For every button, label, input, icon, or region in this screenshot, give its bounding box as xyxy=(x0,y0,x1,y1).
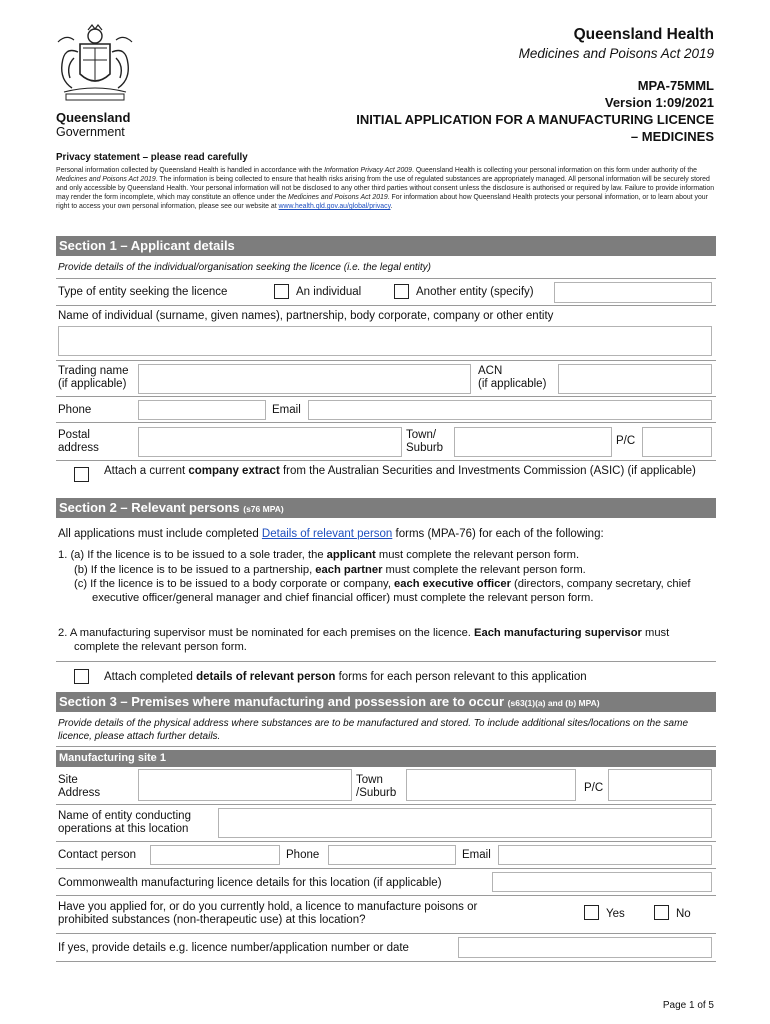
site-address-label xyxy=(58,774,100,800)
item-1c-text: (c) If the licence is to be issued to a body corporate or company, xyxy=(74,578,395,590)
gov-line-2: Government xyxy=(56,125,125,139)
site-entity-input[interactable] xyxy=(218,808,712,838)
government-wordmark xyxy=(56,111,130,139)
site-contact-row xyxy=(56,842,716,869)
phone-input[interactable] xyxy=(138,400,266,420)
item-1a-bold: applicant xyxy=(326,549,376,561)
form-code: MPA-75MML xyxy=(637,78,714,93)
acn-input[interactable] xyxy=(558,364,712,394)
item-1a xyxy=(58,548,708,562)
section-2-title: Section 2 – Relevant persons xyxy=(59,500,240,515)
phone-email-row xyxy=(56,397,716,423)
site-entity-label-2: operations at this location xyxy=(58,823,189,835)
form-title-line-1: INITIAL APPLICATION FOR A MANUFACTURING LICENCE xyxy=(356,112,714,127)
asic-extract-bold: company extract xyxy=(188,465,280,477)
item-1c xyxy=(74,577,722,605)
privacy-part: . For information about how Queensland Health protects your personal information, or to learn about your right to access your own personal information, please see our website at xyxy=(56,194,708,211)
privacy-act-ref: Information Privacy Act 2009 xyxy=(324,167,412,174)
entity-name-label: Name of individual (surname, given names), partnership, body corporate, company or other entity xyxy=(58,310,554,322)
no-checkbox[interactable] xyxy=(654,905,669,920)
privacy-act-ref: Medicines and Poisons Act 2019 xyxy=(56,176,156,184)
site-entity-label-1: Name of entity conducting xyxy=(58,810,191,822)
site-address-input[interactable] xyxy=(138,769,352,801)
entity-name-input[interactable] xyxy=(58,326,712,356)
yes-checkbox[interactable] xyxy=(584,905,599,920)
relevant-person-text: forms for each person relevant to this application xyxy=(335,671,587,683)
licence-details-input[interactable] xyxy=(458,937,712,958)
individual-checkbox[interactable] xyxy=(274,284,289,299)
privacy-part: . The information is being collected to ensure that health risks arising from the use of regulated substances are appropriately managed. All personal information will be securely stored and only accessible by Queensland Health. Your personal information will not be disclosed to any other third parties without consent unless the disclosure is authorised or required by law. Failure to provide information may render the form incomplete, which may constitute an offence under the xyxy=(56,176,715,202)
other-entity-checkbox[interactable] xyxy=(394,284,409,299)
postal-pc-label: P/C xyxy=(616,435,636,447)
postal-town-input[interactable] xyxy=(454,427,612,457)
item-2-bold: Each manufacturing supervisor xyxy=(474,627,642,639)
section-3-intro-row xyxy=(56,712,716,747)
email-label: Email xyxy=(272,404,301,416)
item-1b-text: must complete the relevant person form. xyxy=(382,564,586,576)
section-1-title: Section 1 – Applicant details xyxy=(59,238,235,253)
form-title-line-2: – MEDICINES xyxy=(630,129,714,144)
commonwealth-licence-input[interactable] xyxy=(492,872,712,892)
section-3-ref: (s63(1)(a) and (b) MPA) xyxy=(507,698,600,708)
section-1-header xyxy=(56,236,716,256)
privacy-part: Personal information collected by Queensland Health is handled in accordance with the xyxy=(56,167,325,174)
other-entity-label: Another entity (specify) xyxy=(416,286,534,298)
site-email-input[interactable] xyxy=(498,845,712,865)
privacy-part: . xyxy=(390,203,393,211)
asic-extract-text: from the Australian Securities and Investments Commission (ASIC) (if applicable) xyxy=(279,465,696,477)
relevant-attach-row xyxy=(56,661,716,691)
item-2-text: must complete the relevant person form. xyxy=(74,627,670,653)
postal-town-label xyxy=(406,429,443,455)
form-title xyxy=(194,111,714,145)
postal-town-label-1: Town/ xyxy=(406,429,437,441)
email-input[interactable] xyxy=(308,400,712,420)
acn-label-1: ACN xyxy=(478,365,503,377)
licence-details-label: If yes, provide details e.g. licence number/application number or date xyxy=(58,942,409,954)
item-1b xyxy=(74,563,704,577)
licence-details-row xyxy=(56,934,716,962)
relevant-person-checkbox[interactable] xyxy=(74,669,89,684)
site-town-input[interactable] xyxy=(406,769,576,801)
postal-label-2: address xyxy=(58,442,99,454)
site-address-row xyxy=(56,767,716,805)
privacy-act-ref: Medicines and Poisons Act 2019 xyxy=(287,194,388,202)
item-2 xyxy=(58,626,714,654)
site-town-label-1: Town xyxy=(356,774,383,786)
site-address-label-1: Site xyxy=(58,774,78,786)
relevant-person-bold: details of relevant person xyxy=(196,671,336,683)
asic-extract-label xyxy=(104,465,709,478)
section-2-intro xyxy=(58,528,604,541)
item-1b-text: (b) If the licence is to be issued to a partnership, xyxy=(74,564,316,576)
entity-type-label: Type of entity seeking the licence xyxy=(58,286,228,298)
section-1-intro: Provide details of the individual/organisation seeking the licence (i.e. the legal entity) xyxy=(58,262,431,273)
section-2-ref: (s76 MPA) xyxy=(243,504,284,514)
page-number: Page 1 of 5 xyxy=(662,1000,714,1011)
entity-name-row xyxy=(56,306,716,361)
site-town-label-2: /Suburb xyxy=(356,787,397,799)
postal-label xyxy=(58,429,99,455)
item-1a-text: 1. (a) If the licence is to be issued to a sole trader, the xyxy=(58,549,327,561)
asic-attach-row xyxy=(56,461,716,497)
section-3-header xyxy=(56,692,716,712)
yes-label: Yes xyxy=(606,908,625,920)
asic-extract-checkbox[interactable] xyxy=(74,467,89,482)
site-phone-label: Phone xyxy=(286,849,320,861)
trading-name-label-2: (if applicable) xyxy=(58,378,127,390)
item-2-text: 2. A manufacturing supervisor must be nominated for each premises on the licence. xyxy=(58,627,475,639)
section-2-header xyxy=(56,498,716,518)
trading-name-label-1: Trading name xyxy=(58,365,129,377)
relevant-person-label xyxy=(104,671,587,684)
item-1c-text: (directors, company secretary, chief executive officer/general manager and chief financial officer) must complete the relevant person form. xyxy=(92,578,691,604)
asic-extract-text: Attach a current xyxy=(104,465,189,477)
postal-town-label-2: Suburb xyxy=(406,442,444,454)
queensland-coat-of-arms-logo xyxy=(52,22,138,110)
acn-label xyxy=(478,365,546,391)
form-version: Version 1:09/2021 xyxy=(604,95,714,110)
relevant-person-link[interactable]: Details of relevant person xyxy=(261,528,393,540)
site-phone-input[interactable] xyxy=(328,845,456,865)
privacy-heading: Privacy statement – please read carefully xyxy=(56,152,248,163)
other-entity-input[interactable] xyxy=(554,282,712,303)
licence-question-line-2: prohibited substances (non-therapeutic use) at this location? xyxy=(58,914,366,926)
privacy-text xyxy=(56,166,716,211)
no-label: No xyxy=(676,908,691,920)
item-1a-text: must complete the relevant person form. xyxy=(375,549,580,561)
contact-person-input[interactable] xyxy=(150,845,280,865)
site-address-label-2: Address xyxy=(58,787,101,799)
site-town-label xyxy=(356,774,396,800)
section-3-intro: Provide details of the physical address where substances are to be manufactured and stored. To include additional sites/locations on the same licence, please attach further details. xyxy=(58,718,689,742)
item-1c-bold: each executive officer xyxy=(394,578,511,590)
phone-label: Phone xyxy=(58,404,92,416)
site-entity-label xyxy=(58,810,191,836)
privacy-link[interactable]: www.health.qld.gov.au/global/privacy xyxy=(278,203,391,211)
section-3-title: Section 3 – Premises where manufacturing and possession are to occur xyxy=(59,694,505,709)
site-entity-row xyxy=(56,805,716,842)
site-pc-input[interactable] xyxy=(608,769,712,801)
section-2-intro-text: forms (MPA-76) for each of the following: xyxy=(392,528,604,540)
section-1-intro-row xyxy=(56,256,716,279)
licence-question-line-1: Have you applied for, or do you currently hold, a licence to manufacture poisons or xyxy=(58,901,478,913)
contact-person-label: Contact person xyxy=(58,849,136,861)
commonwealth-licence-label: Commonwealth manufacturing licence details for this location (if applicable) xyxy=(58,877,442,889)
acn-label-2: (if applicable) xyxy=(478,378,547,390)
licence-question-label xyxy=(58,901,477,927)
site-pc-label: P/C xyxy=(584,782,604,794)
licence-question-row xyxy=(56,896,716,934)
commonwealth-licence-row xyxy=(56,869,716,896)
trading-name-label xyxy=(58,365,129,391)
entity-type-row xyxy=(56,279,716,306)
section-2-intro-text: All applications must include completed xyxy=(58,528,262,540)
trading-name-input[interactable] xyxy=(138,364,471,394)
relevant-person-text: Attach completed xyxy=(104,671,197,683)
gov-line-1: Queensland xyxy=(56,110,131,125)
manufacturing-site-title: Manufacturing site 1 xyxy=(59,752,166,764)
postal-pc-input[interactable] xyxy=(642,427,712,457)
item-1b-bold: each partner xyxy=(315,564,383,576)
postal-row xyxy=(56,423,716,461)
individual-label: An individual xyxy=(296,286,362,298)
site-email-label: Email xyxy=(462,849,491,861)
act-name: Medicines and Poisons Act 2019 xyxy=(518,46,714,61)
privacy-part: . Queensland Health is collecting your personal information on this form under authority of the xyxy=(411,167,697,174)
postal-label-1: Postal xyxy=(58,429,90,441)
postal-address-input[interactable] xyxy=(138,427,402,457)
org-name: Queensland Health xyxy=(573,26,714,43)
trading-name-row xyxy=(56,361,716,397)
manufacturing-site-header xyxy=(56,750,716,767)
